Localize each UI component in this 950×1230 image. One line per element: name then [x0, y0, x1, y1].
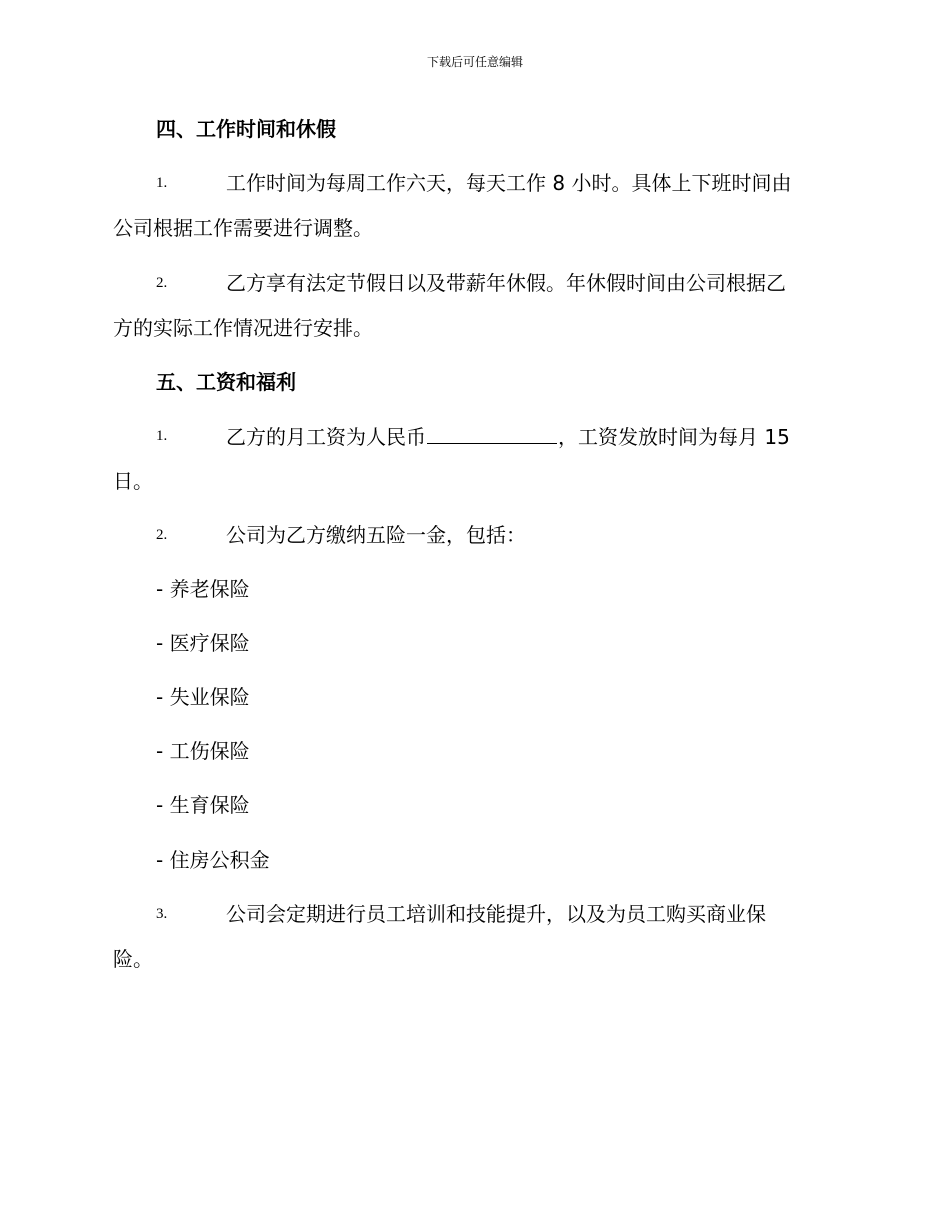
list-item: - 生育保险: [156, 793, 250, 817]
salary-prefix: 乙方的月工资为人民币: [226, 425, 426, 449]
section-5-title: 五、工资和福利: [156, 370, 296, 394]
list-item: - 医疗保险: [156, 631, 250, 655]
section-4-item-2-line-1: 乙方享有法定节假日以及带薪年休假。年休假时间由公司根据乙: [226, 271, 786, 295]
section-5-item-1-line-1: [226, 421, 790, 452]
section-5-item-1-line-2: 日。: [113, 469, 153, 493]
salary-suffix: ，工资发放时间为每月 15: [558, 425, 790, 449]
list-item: - 失业保险: [156, 685, 250, 709]
section-4-item-1-number: 1.: [156, 175, 168, 191]
section-4-item-1-line-2: 公司根据工作需要进行调整。: [113, 216, 373, 240]
section-4-item-2-line-2: 方的实际工作情况进行安排。: [113, 316, 373, 340]
list-item: - 住房公积金: [156, 848, 270, 872]
section-4-title: 四、工作时间和休假: [156, 117, 336, 141]
list-item: - 养老保险: [156, 577, 250, 601]
section-5-item-3-line-2: 险。: [113, 947, 153, 971]
section-5-item-1-number: 1.: [156, 428, 168, 444]
section-4-item-2-number: 2.: [156, 275, 168, 291]
section-4-item-1-line-1: 工作时间为每周工作六天，每天工作 8 小时。具体上下班时间由: [226, 171, 792, 195]
list-item: - 工伤保险: [156, 739, 250, 763]
section-5-item-3-line-1: 公司会定期进行员工培训和技能提升，以及为员工购买商业保: [226, 902, 766, 926]
salary-blank-field[interactable]: [427, 421, 557, 444]
section-5-item-2-number: 2.: [156, 527, 168, 543]
page-header: 下载后可任意编辑: [426, 55, 523, 69]
section-5-item-3-number: 3.: [156, 906, 168, 922]
section-5-item-2-line-1: 公司为乙方缴纳五险一金，包括：: [226, 523, 526, 547]
